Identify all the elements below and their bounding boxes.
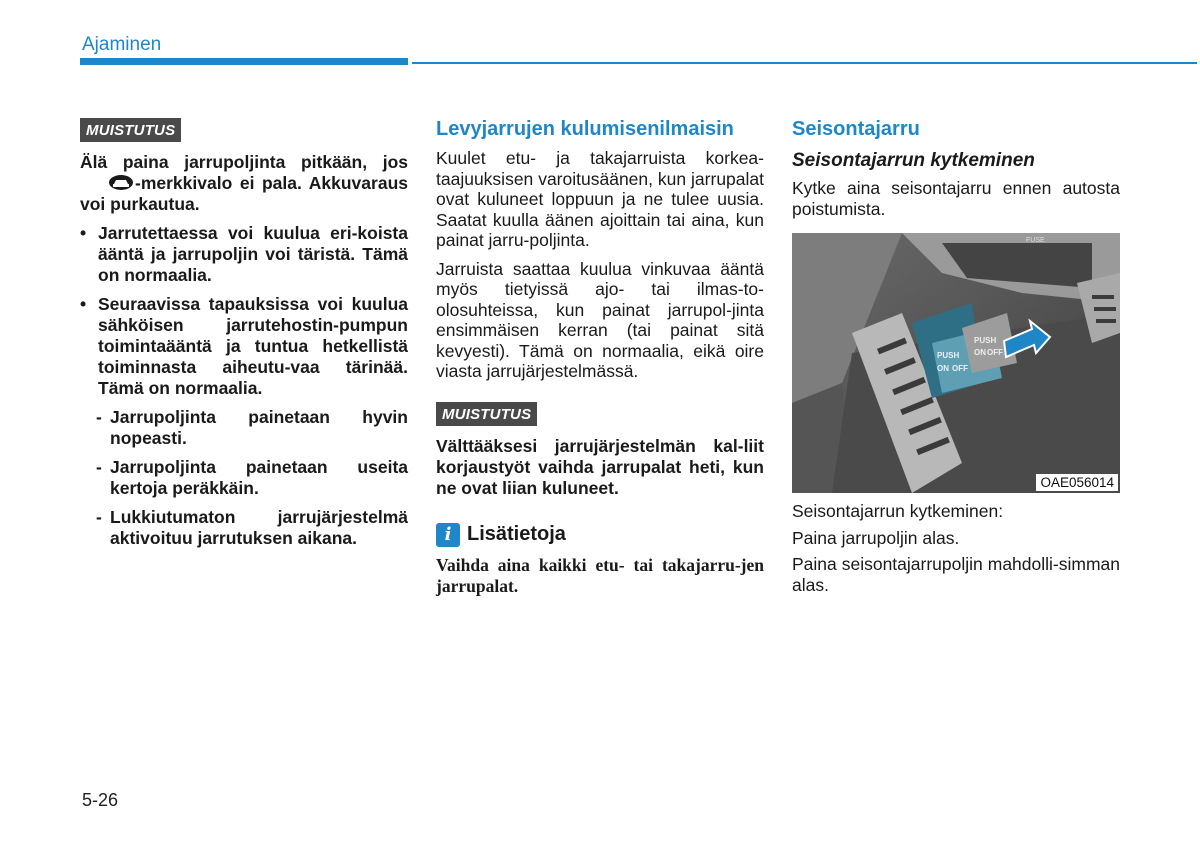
info-icon: i — [436, 523, 460, 547]
brake-wear-title: Levyjarrujen kulumisenilmaisin — [436, 118, 734, 140]
info-text: Vaihda aina kaikki etu- tai takajarru-jen jarrupalat. — [436, 554, 764, 596]
info-title: Lisätietoja — [467, 523, 566, 545]
brake-wear-paragraph-1: Kuulet etu- ja takajarruista korkea-taajuuksisen varoitusäänen, kun jarrupalat ovat kuluneet loppuun ja ne tulee uusia. Saatat kuulla äänen ajoittain tai aina, kun painat jarru-poljinta. — [436, 148, 764, 250]
caution-block — [436, 402, 764, 426]
parking-brake-photo — [792, 233, 1120, 493]
bullet-mark: • — [80, 223, 87, 243]
bullet-item — [80, 294, 408, 399]
dash-text: Jarrupoljinta painetaan hyvin nopeasti. — [110, 407, 408, 448]
bullet-item — [80, 223, 408, 286]
caution-badge: MUISTUTUS — [436, 402, 537, 426]
step-2: Paina seisontajarrupoljin mahdolli-simman alas. — [792, 554, 1120, 595]
bullet-text: Seuraavissa tapauksissa voi kuulua sähköisen jarrutehostin-pumpun toimintaääntä ja tuntua hetkellistä toiminnasta aiheutu-vaa tärinää. Tämä on normaalia. — [98, 294, 408, 398]
dash-text: Lukkiutumaton jarrujärjestelmä aktivoituu jarrutuksen aikana. — [110, 507, 408, 548]
section-title: Ajaminen — [82, 34, 162, 55]
column-left — [80, 118, 408, 549]
brake-wear-paragraph-2: Jarruista saattaa kuulua vinkuvaa ääntä myös tietyissä ajo- tai ilmas-to-olosuhteissa, kun painat jarrupol-jinta ensimmäisen kerran (tai painat sitä kevyesti). Tämä on normaalia, eikä oire viasta jarrujärjestelmässä. — [436, 258, 764, 381]
footwell-illustration — [792, 233, 1120, 493]
brake-warning-icon — [108, 174, 134, 191]
dash-text: Jarrupoljinta painetaan useita kertoja peräkkäin. — [110, 457, 408, 498]
column-right — [792, 118, 1120, 595]
column-middle — [436, 118, 764, 597]
caution-note: Välttääksesi jarrujärjestelmän kal-liit korjaustyöt vaihda jarrupalat heti, kun ne ovat liian kuluneet. — [436, 435, 764, 498]
parking-brake-subtitle: Seisontajarrun kytkeminen — [792, 150, 1035, 171]
pedal-off-text: OFF — [952, 364, 968, 373]
dash-item — [80, 507, 408, 549]
caution-text-part-2: -merkkivalo ei pala. Akkuvaraus voi purkautua. — [80, 173, 408, 214]
dash-mark: - — [96, 407, 102, 427]
step-1: Paina jarrupoljin alas. — [792, 527, 960, 548]
pedal-on-text: ON — [937, 364, 949, 373]
parking-brake-title: Seisontajarru — [792, 118, 920, 140]
dash-mark: - — [96, 457, 102, 477]
caution-badge: MUISTUTUS — [80, 118, 181, 142]
brake-off-text: OFF — [987, 348, 1003, 357]
caution-text-part-1: Älä paina jarrupoljinta pitkään, jos — [80, 152, 408, 172]
parking-brake-intro: Kytke aina seisontajarru ennen autosta poistumista. — [792, 178, 1120, 219]
fuse-label: FUSE — [1026, 237, 1045, 244]
pedal-push-text: PUSH — [937, 351, 960, 360]
photo-caption: Seisontajarrun kytkeminen: — [792, 501, 1004, 521]
bullet-text: Jarrutettaessa voi kuulua eri-koista ääntä ja jarrupoljin voi täristä. Tämä on normaalia. — [98, 223, 408, 285]
brake-push-text: PUSH — [974, 336, 997, 345]
brake-on-text: ON — [974, 348, 986, 357]
image-code: OAE056014 — [1036, 474, 1118, 491]
bullet-mark: • — [80, 294, 87, 314]
header-rule-thin — [412, 62, 1197, 64]
caution-text — [80, 152, 408, 215]
dash-item — [80, 407, 408, 449]
dash-mark: - — [96, 507, 102, 527]
header-rule-thick — [80, 58, 408, 65]
page-number: 5-26 — [82, 790, 119, 810]
info-heading — [436, 523, 764, 547]
dash-item — [80, 457, 408, 499]
